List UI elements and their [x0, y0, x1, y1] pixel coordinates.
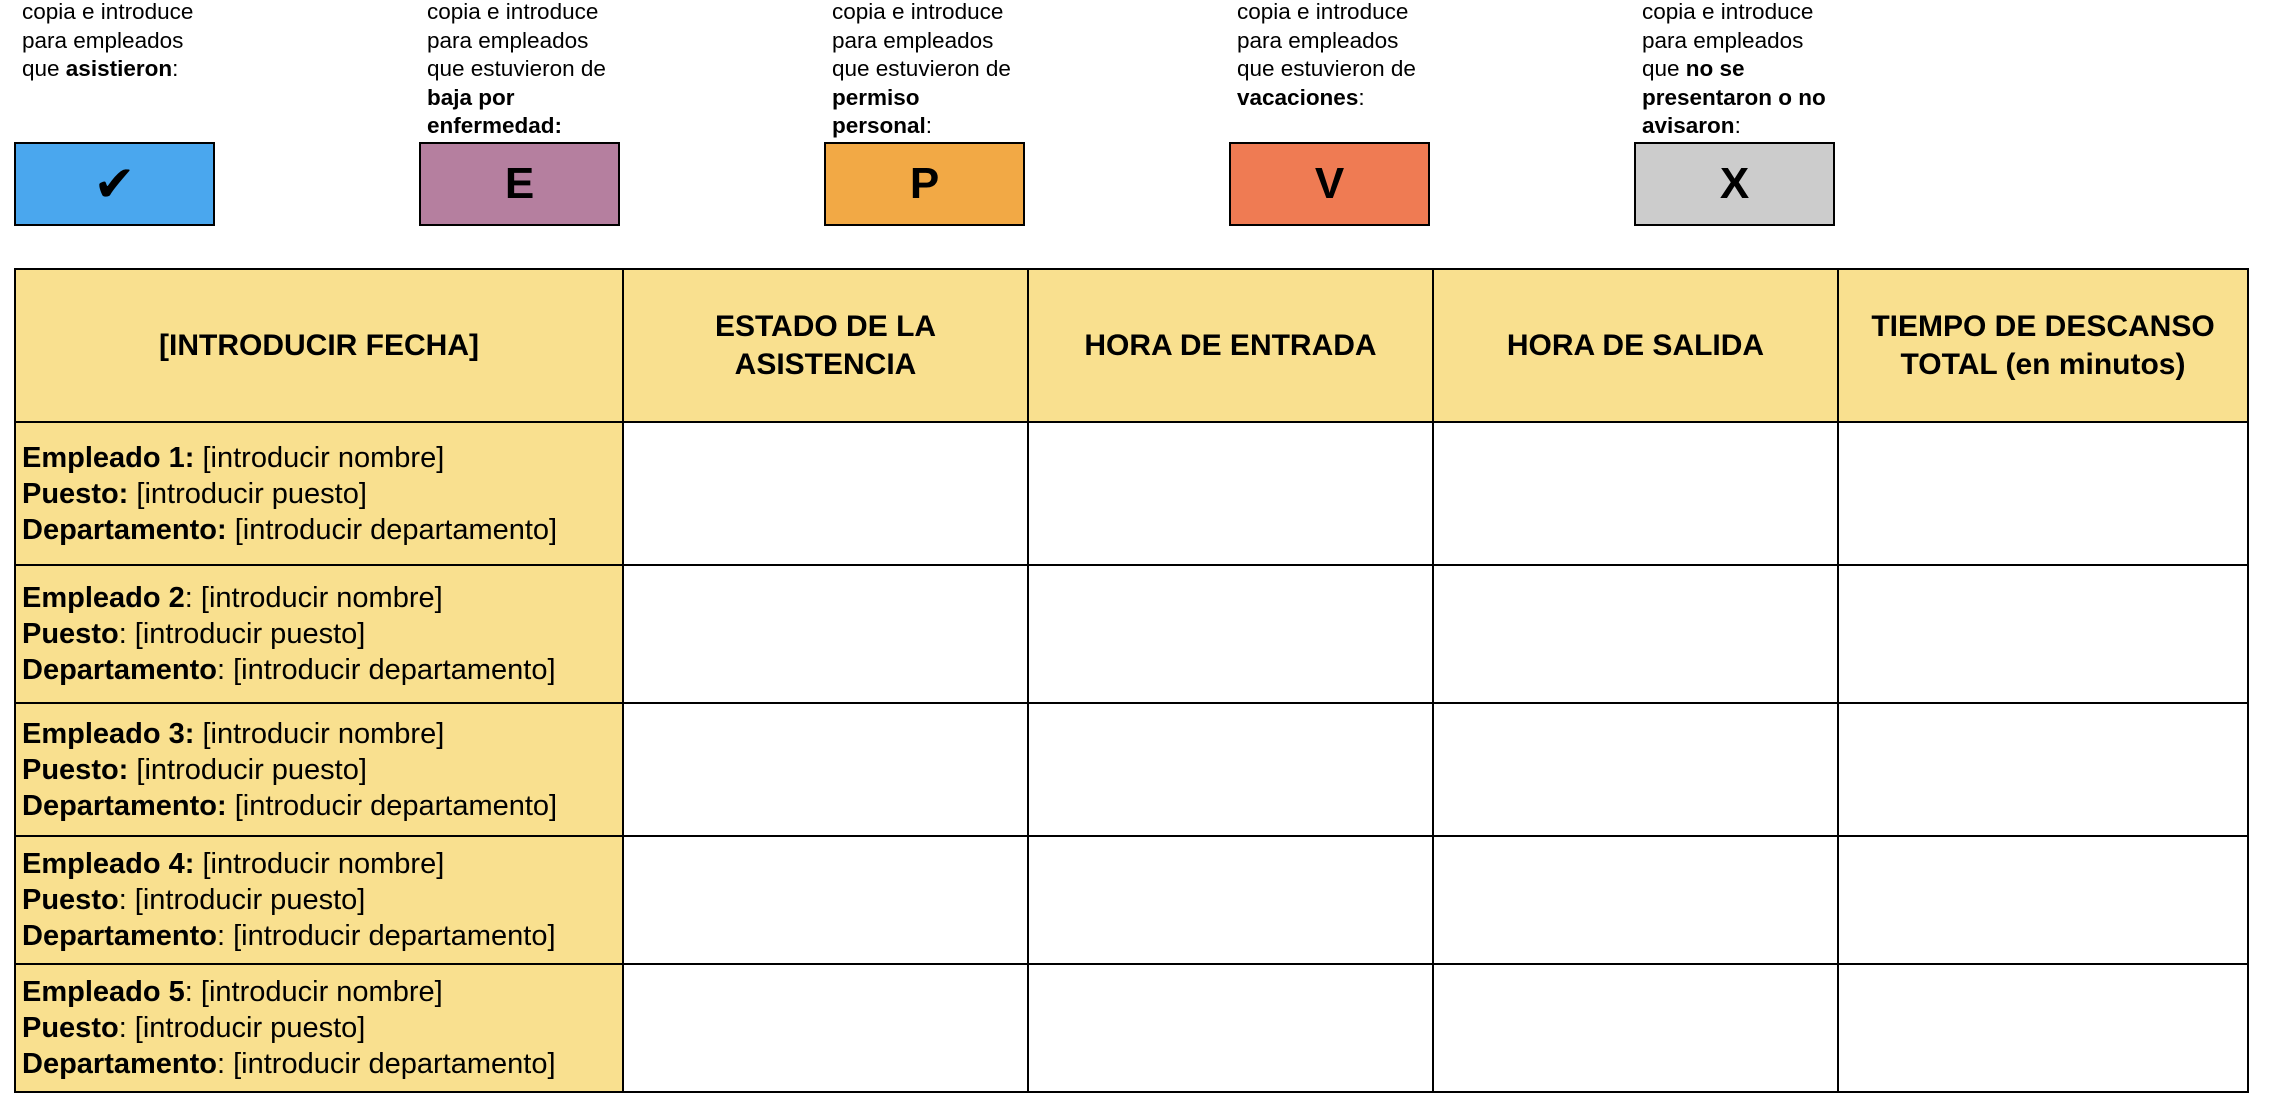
legend-personal-leave-symbol[interactable]: P [824, 142, 1025, 226]
header-date[interactable]: [INTRODUCIR FECHA] [15, 269, 623, 422]
check-out-cell[interactable] [1433, 836, 1838, 964]
legend-no-show-text: copia e introduce para empleados que no se presentaron o no avisaron: [1642, 0, 1826, 138]
legend-personal-leave-text: copia e introduce para empleados que estuvieron de permiso personal: [832, 0, 1011, 138]
legend-vacation-text: copia e introduce para empleados que estuvieron de vacaciones: [1237, 0, 1416, 110]
break-time-cell[interactable] [1838, 964, 2248, 1092]
legend-attended-text: copia e introduce para empleados que asistieron: [22, 0, 194, 81]
employee-cell[interactable]: Empleado 4: [introducir nombre] Puesto: [introducir puesto] Departamento: [introducir departamento] [15, 836, 623, 964]
check-in-cell[interactable] [1028, 703, 1433, 836]
break-time-cell[interactable] [1838, 703, 2248, 836]
check-out-cell[interactable] [1433, 565, 1838, 703]
check-in-cell[interactable] [1028, 964, 1433, 1092]
employee-cell[interactable]: Empleado 5: [introducir nombre] Puesto: [introducir puesto] Departamento: [introducir departamento] [15, 964, 623, 1092]
table-header-row [15, 269, 2248, 422]
break-time-cell[interactable] [1838, 565, 2248, 703]
check-out-cell[interactable] [1433, 703, 1838, 836]
employee-cell[interactable]: Empleado 3: [introducir nombre] Puesto: [introducir puesto] Departamento: [introducir departamento] [15, 703, 623, 836]
legend-vacation-symbol[interactable]: V [1229, 142, 1430, 226]
legend-sick-leave-symbol[interactable]: E [419, 142, 620, 226]
legend-no-show-symbol[interactable]: X [1634, 142, 1835, 226]
employee-cell[interactable]: Empleado 1: [introducir nombre] Puesto: [introducir puesto] Departamento: [introducir departamento] [15, 422, 623, 565]
attendance-status-cell[interactable] [623, 422, 1028, 565]
attendance-status-cell[interactable] [623, 836, 1028, 964]
attendance-status-cell[interactable] [623, 964, 1028, 1092]
header-attendance-status: ESTADO DE LA ASISTENCIA [623, 269, 1028, 422]
table-row [15, 703, 2248, 836]
employee-cell[interactable]: Empleado 2: [introducir nombre] Puesto: [introducir puesto] Departamento: [introducir departamento] [15, 565, 623, 703]
check-out-cell[interactable] [1433, 422, 1838, 565]
check-in-cell[interactable] [1028, 422, 1433, 565]
legend-attended-symbol[interactable]: ✔ [14, 142, 215, 226]
header-check-in-time: HORA DE ENTRADA [1028, 269, 1433, 422]
attendance-status-cell[interactable] [623, 565, 1028, 703]
check-out-cell[interactable] [1433, 964, 1838, 1092]
break-time-cell[interactable] [1838, 422, 2248, 565]
header-total-break-time: TIEMPO DE DESCANSO TOTAL (en minutos) [1838, 269, 2248, 422]
table-row [15, 422, 2248, 565]
check-in-cell[interactable] [1028, 565, 1433, 703]
table-row [15, 836, 2248, 964]
break-time-cell[interactable] [1838, 836, 2248, 964]
attendance-status-cell[interactable] [623, 703, 1028, 836]
attendance-table [14, 268, 2249, 1093]
table-row [15, 964, 2248, 1092]
legend-sick-leave-text: copia e introduce para empleados que estuvieron de baja por enfermedad: [427, 0, 606, 138]
check-in-cell[interactable] [1028, 836, 1433, 964]
table-row [15, 565, 2248, 703]
header-check-out-time: HORA DE SALIDA [1433, 269, 1838, 422]
